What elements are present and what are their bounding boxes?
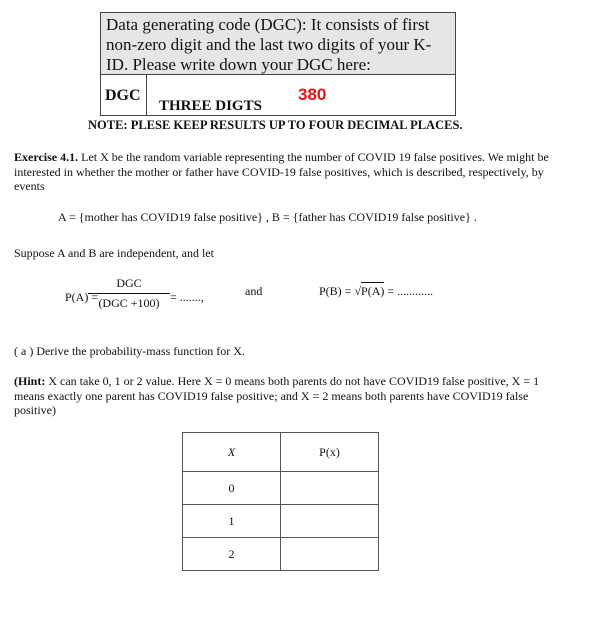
hint-text: X can take 0, 1 or 2 value. Here X = 0 means both parents do not have COVID19 false positive, X = 1 means exactly one parent has COVID19 false positive; and X = 2 means both parents have COVID19 false positive) <box>14 374 540 417</box>
pa-fraction <box>88 276 170 311</box>
and-word: and <box>245 284 263 298</box>
dgc-instruction: Data generating code (DGC): It consists of first non-zero digit and the last two digits of your K-ID. Please write down your DGC here: <box>101 13 455 75</box>
note-text: NOTE: PLESE KEEP RESULTS UP TO FOUR DECIMAL PLACES. <box>88 118 463 132</box>
table-cell-x: 2 <box>183 538 281 571</box>
table-header-x: X <box>183 433 281 472</box>
pb-radicand: P(A) <box>361 284 385 298</box>
table-row <box>183 505 379 538</box>
pb-formula <box>319 284 433 299</box>
table-header-px: P(x) <box>281 433 379 472</box>
pa-tail: = ......., <box>170 290 204 304</box>
table-cell-x: 0 <box>183 472 281 505</box>
table-row <box>183 538 379 571</box>
events-definition: A = {mother has COVID19 false positive} , B = {father has COVID19 false positive} . <box>58 210 477 224</box>
table-cell-px[interactable] <box>281 472 379 505</box>
hint-paragraph <box>14 374 554 418</box>
table-cell-px[interactable] <box>281 538 379 571</box>
part-a-question: ( a ) Derive the probability-mass function for X. <box>14 344 245 358</box>
fraction-denominator: (DGC +100) <box>98 296 160 310</box>
hint-label: (Hint: <box>14 374 46 388</box>
fraction-bar <box>88 293 170 294</box>
suppose-text: Suppose A and B are independent, and let <box>14 246 214 260</box>
pa-label: P(A) = <box>65 290 99 304</box>
pb-label: P(B) = √ <box>319 284 362 298</box>
dgc-value: 380 <box>298 85 327 104</box>
table-cell-x: 1 <box>183 505 281 538</box>
table-row <box>183 472 379 505</box>
dgc-three-digits-label: THREE DIGTS <box>159 98 262 114</box>
dgc-label: DGC <box>101 75 147 115</box>
exercise-paragraph <box>14 150 554 194</box>
exercise-text: Let X be the random variable representing the number of COVID 19 false positives. We might be interested in whether the mother or father have COVID-19 false positives, which is described, respectively, by events <box>14 150 549 193</box>
dgc-box <box>100 12 456 116</box>
table-header-row <box>183 433 379 472</box>
exercise-title: Exercise 4.1. <box>14 150 79 164</box>
table-cell-px[interactable] <box>281 505 379 538</box>
fraction-numerator: DGC <box>116 276 142 290</box>
pb-tail: = ............ <box>387 284 434 298</box>
pmf-table <box>182 432 379 571</box>
